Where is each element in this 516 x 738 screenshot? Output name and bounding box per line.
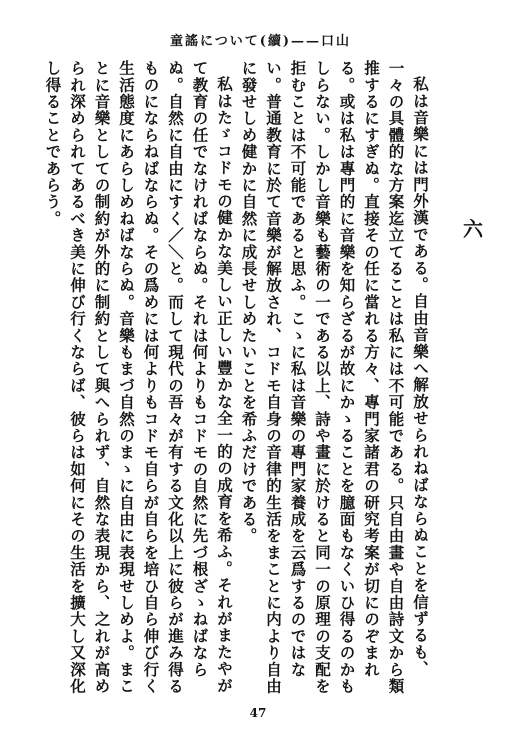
running-header: 山口——(續)ていつに謠童 [170, 34, 352, 49]
paragraph-2: 私はたゞコドモの健かな美しい正しい豐かな全一的の成育を希ふ。それがまたやがて教育の任でなければならぬ。それは何よりもコドモの自然に先づ根ざゝねばならぬ。自然に自由にすく／＼と。而して現代の吾々が有する文化以上に彼らが進み得るものにならねばならぬ。その爲めには何よりもコドモ自らが自らを培ひ自ら伸び行く生活態度にあらしめねばならぬ。音樂もまづ自然のまゝに自由に表現せしめよ。まことに音樂としての制約が外的に制約として與へられず、自然な表現から、之れが高められ深められてあるべき美に伸び行くならば、彼らは如何にその生活を擴大し又深化し得ることであらう。 [43, 60, 234, 695]
body-text [43, 60, 432, 700]
page-number: 47 [249, 706, 267, 720]
section-number: 六 [463, 217, 483, 241]
paragraph-1: 私は音樂には門外漢である。自由音樂へ解放せられねばならぬことを信ずるも、一々の具體的な方案迄立てることは私には不可能である。只自由畫や自由詩文から類推するにすぎぬ。直接その任に當れる方々、專門家諸君の研究考案が切にのぞまれる。或は私は專門的に音樂を知らざるが故にかゝることを臆面もなくいひ得るのかもしらない。しかし音樂も藝術の一である以上、詩や畫に於けると同一の原理の支配を拒むことは不可能であると思ふ。こゝに私は音樂の專門家養成を云爲するのではない。普通教育に於て音樂が解放され、コドモ自身の音律的生活をまことに内より自由に發せしめ健かに自然に成長せしめたいことを希ふだけである。 [239, 60, 430, 695]
